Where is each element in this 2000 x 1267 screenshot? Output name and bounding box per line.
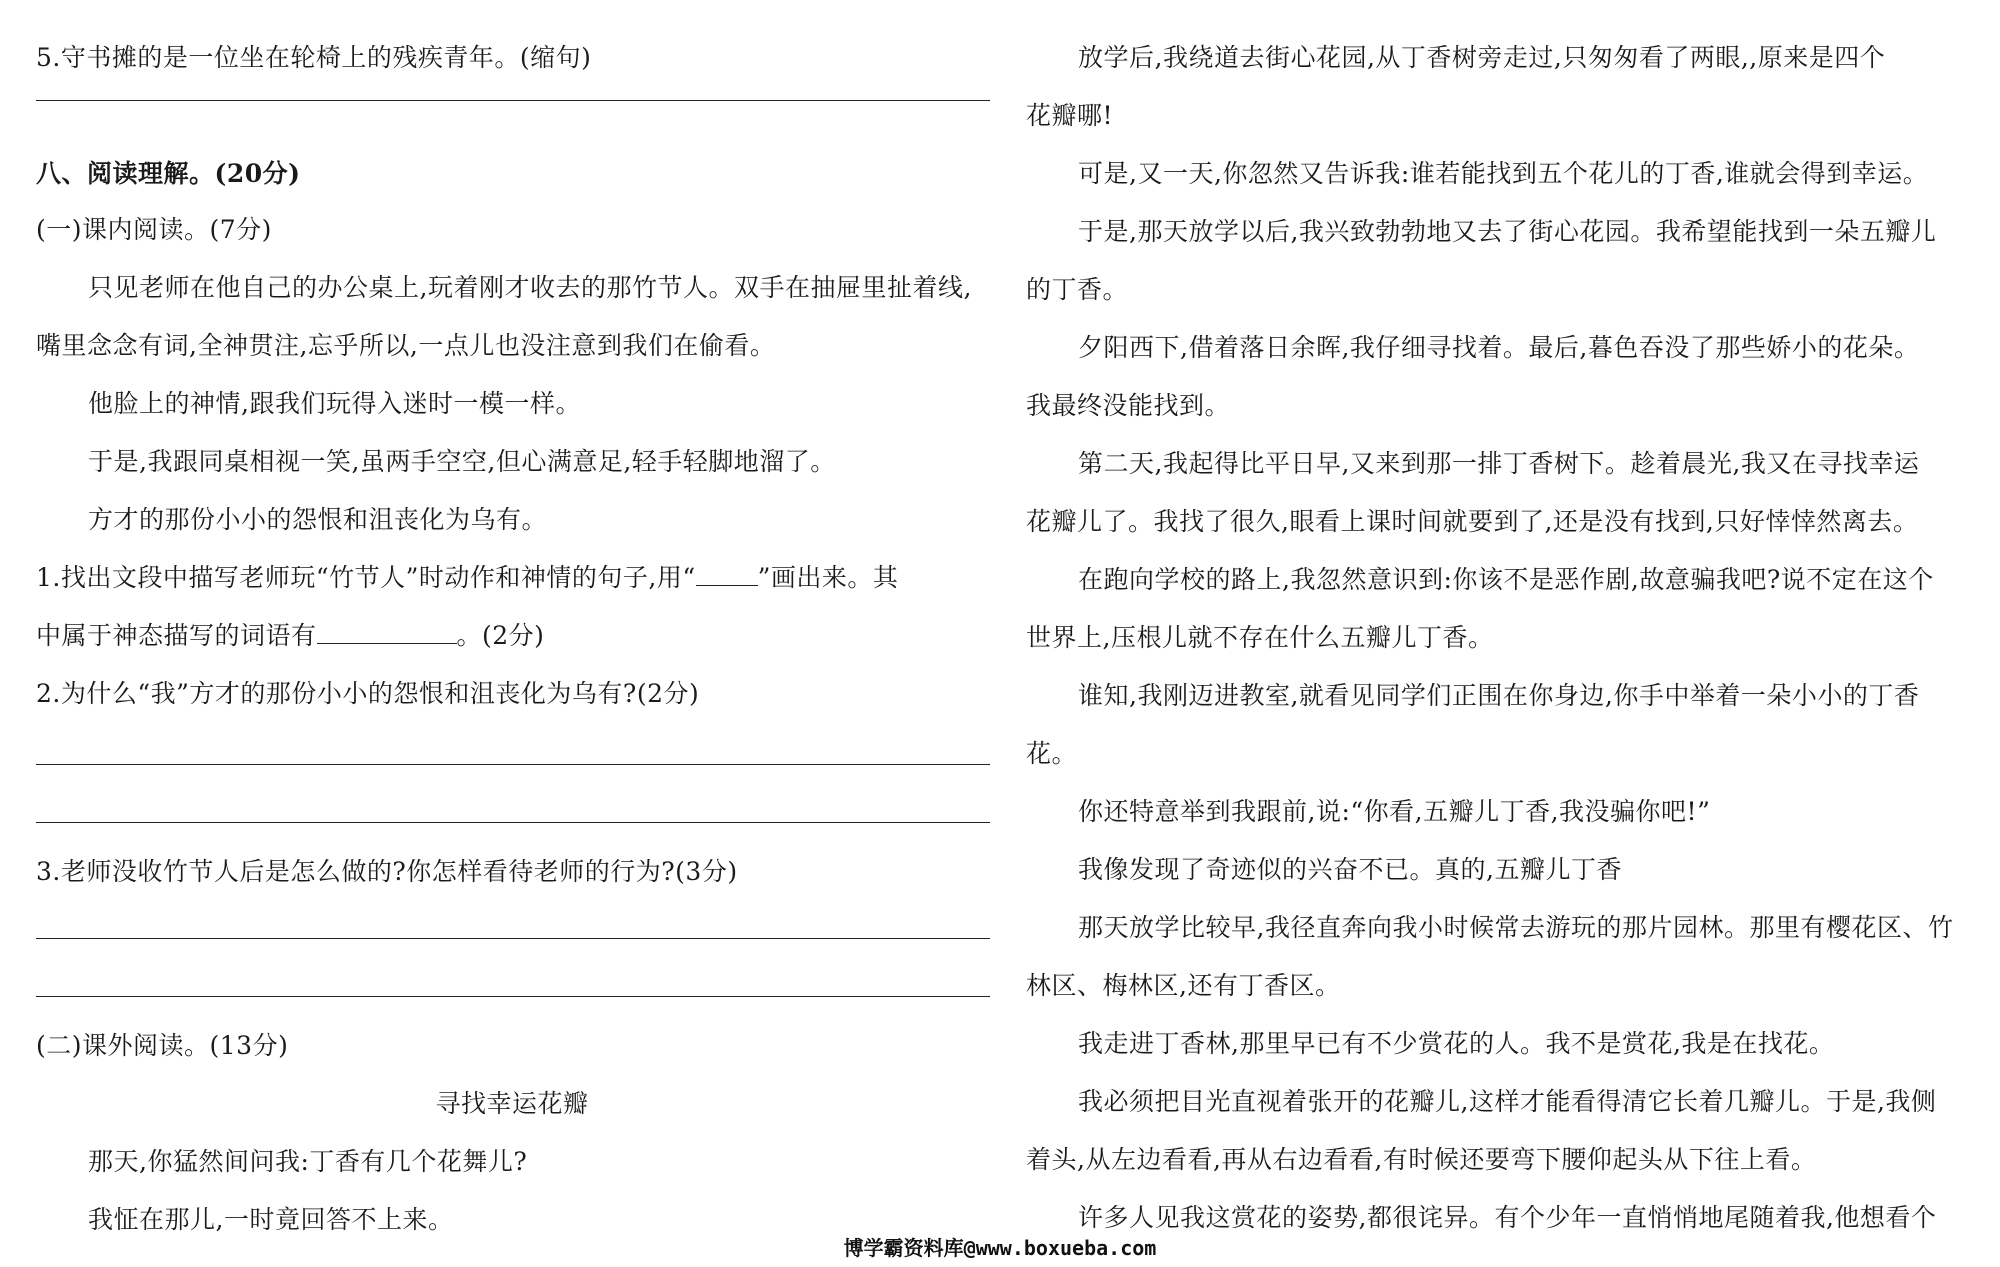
question-1-line-1 [36,558,988,598]
story-r8: 你还特意举到我跟前,说:“你看,五瓣儿丁香,我没骗你吧!” [1078,797,1711,826]
story-line-1: 那天,你猛然间问我:丁香有几个花舞儿? [88,1147,528,1176]
story-r7-b: 花。 [1026,739,1078,768]
passage-2: 他脸上的神情,跟我们玩得入迷时一模一样。 [88,389,581,418]
story-r1-b: 花瓣哪! [1026,101,1114,130]
section-8-heading: 八、阅读理解。(20分) [36,159,301,188]
answer-line-q3-1[interactable] [36,938,990,939]
answer-line-q5[interactable] [36,100,990,101]
question-3: 3.老师没收竹节人后是怎么做的?你怎样看待老师的行为?(3分) [36,857,738,886]
question-1-text-a: 1.找出文段中描写老师玩“竹节人”时动作和神情的句子,用“ [36,563,696,592]
story-r6-a: 在跑向学校的路上,我忽然意识到:你该不是恶作剧,故意骗我吧?说不定在这个 [1078,565,1934,594]
story-r11: 我走进丁香林,那里早已有不少赏花的人。我不是赏花,我是在找花。 [1078,1029,1835,1058]
passage-4: 方才的那份小小的怨恨和沮丧化为乌有。 [88,505,548,534]
part-2-title: (二)课外阅读。(13分) [36,1031,289,1060]
story-r2: 可是,又一天,你忽然又告诉我:谁若能找到五个花儿的丁香,谁就会得到幸运。 [1078,159,1929,188]
question-2: 2.为什么“我”方才的那份小小的怨恨和沮丧化为乌有?(2分) [36,679,700,708]
story-r7-a: 谁知,我刚迈进教室,就看见同学们正围在你身边,你手中举着一朵小小的丁香 [1078,681,1920,710]
question-1-text-c: 中属于神态描写的词语有 [36,621,317,650]
story-r13: 许多人见我这赏花的姿势,都很诧异。有个少年一直悄悄地尾随着我,他想看个 [1078,1203,1937,1232]
answer-line-q2-2[interactable] [36,822,990,823]
story-r3-a: 于是,那天放学以后,我兴致勃勃地又去了街心花园。我希望能找到一朵五瓣儿 [1078,217,1937,246]
passage-1-line-1: 只见老师在他自己的办公桌上,玩着刚才收去的那竹节人。双手在抽屉里扯着线, [88,273,972,302]
question-1-text-b: ”画出来。其 [757,563,899,592]
story-line-2: 我怔在那儿,一时竟回答不上来。 [88,1205,454,1234]
story-r12-a: 我必须把目光直视着张开的花瓣儿,这样才能看得清它长着几瓣儿。于是,我侧 [1078,1087,1937,1116]
story-r9: 我像发现了奇迹似的兴奋不已。真的,五瓣儿丁香 [1078,855,1622,884]
story-title: 寻找幸运花瓣 [435,1089,589,1118]
part-1-title: (一)课内阅读。(7分) [36,215,272,244]
passage-1-line-2: 嘴里念念有词,全神贯注,忘乎所以,一点儿也没注意到我们在偷看。 [36,331,776,360]
story-r12-b: 着头,从左边看看,再从右边看看,有时候还要弯下腰仰起头从下往上看。 [1026,1145,1817,1174]
question-1-text-d: 。(2分) [456,621,545,650]
answer-blank-q1[interactable] [317,617,457,644]
footer-watermark: 博学霸资料库@www.boxueba.com [843,1236,1157,1260]
story-r4-a: 夕阳西下,借着落日余晖,我仔细寻找着。最后,暮色吞没了那些娇小的花朵。 [1078,333,1920,362]
story-r4-b: 我最终没能找到。 [1026,391,1231,420]
story-r6-b: 世界上,压根儿就不存在什么五瓣儿丁香。 [1026,623,1494,652]
question-1-line-2 [36,616,988,656]
story-r10-a: 那天放学比较早,我径直奔向我小时候常去游玩的那片园林。那里有樱花区、竹 [1078,913,1954,942]
story-r3-b: 的丁香。 [1026,275,1129,304]
story-r5-a: 第二天,我起得比平日早,又来到那一排丁香树下。趁着晨光,我又在寻找幸运 [1078,449,1920,478]
underline-symbol-blank [696,559,758,586]
question-5: 5.守书摊的是一位坐在轮椅上的残疾青年。(缩句) [36,43,592,72]
answer-line-q3-2[interactable] [36,996,990,997]
answer-line-q2-1[interactable] [36,764,990,765]
story-r10-b: 林区、梅林区,还有丁香区。 [1026,971,1341,1000]
story-r1-a: 放学后,我绕道去街心花园,从丁香树旁走过,只匆匆看了两眼,,原来是四个 [1078,43,1886,72]
passage-3: 于是,我跟同桌相视一笑,虽两手空空,但心满意足,轻手轻脚地溜了。 [88,447,836,476]
story-r5-b: 花瓣儿了。我找了很久,眼看上课时间就要到了,还是没有找到,只好悻悻然离去。 [1026,507,1919,536]
